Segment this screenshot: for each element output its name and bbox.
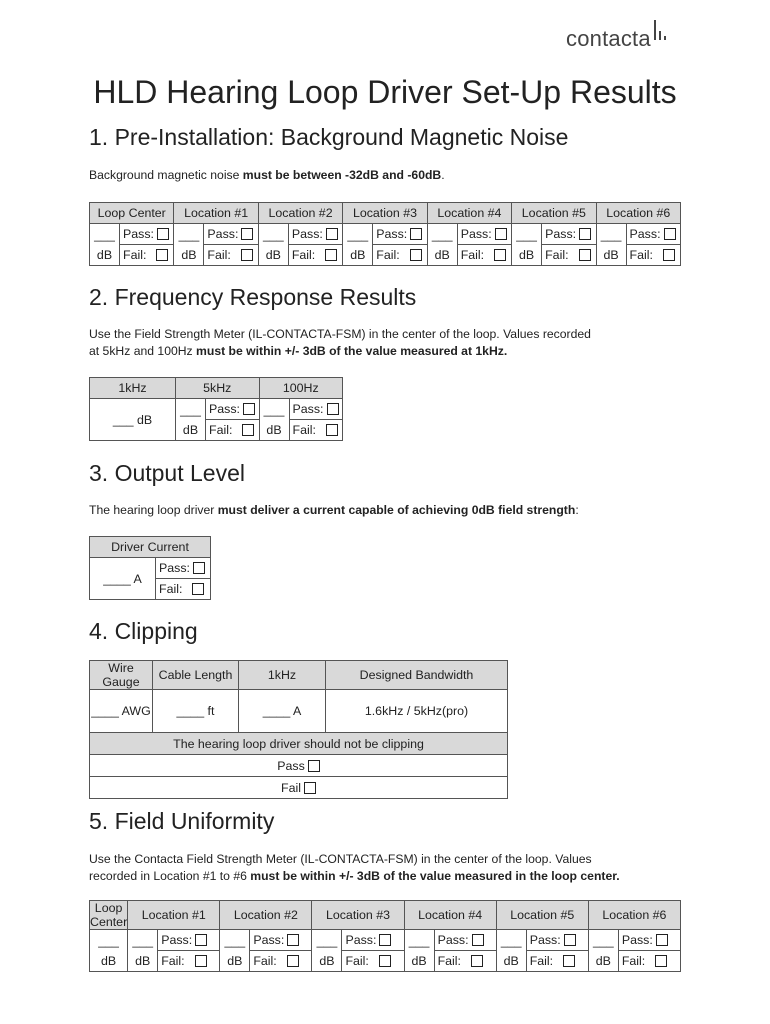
col-location-5: Location #5 (496, 901, 588, 930)
pass-label: Pass: (460, 227, 492, 241)
value-1khz[interactable]: ___ dB (90, 399, 176, 441)
fail-label: Fail: (159, 582, 183, 596)
pass-checkbox[interactable] (495, 228, 507, 240)
pass-cell-100hz (289, 399, 343, 420)
section-3-text (89, 502, 689, 519)
col-location-5: Location #5 (512, 203, 596, 224)
s5-text-bold: must be within +/- 3dB of the value measured in the loop center. (250, 869, 620, 883)
pass-checkbox[interactable] (664, 228, 676, 240)
blank-line: ___ (178, 227, 200, 242)
blank-line: ___ (600, 227, 622, 242)
db-unit: dB (595, 953, 611, 968)
fail-checkbox[interactable] (195, 955, 207, 967)
fail-cell-5khz (206, 420, 260, 441)
pass-label: Pass: (292, 402, 324, 416)
db-unit: dB (519, 247, 535, 262)
pass-cell-1 (204, 224, 258, 245)
blank-line: ___ (224, 933, 246, 948)
section-1-table (89, 202, 681, 266)
fail-checkbox[interactable] (563, 955, 575, 967)
contacta-logo (566, 26, 670, 52)
col-wire-gauge: Wire Gauge (90, 661, 153, 690)
fail-cell-1 (204, 245, 258, 266)
pass-checkbox[interactable] (472, 934, 484, 946)
pass-cell (156, 558, 211, 579)
s1-text-end: . (441, 168, 445, 182)
pass-label: Pass: (123, 227, 154, 241)
pass-label: Pass: (209, 402, 240, 416)
pass-checkbox[interactable] (241, 228, 253, 240)
pass-label: Pass: (291, 227, 323, 241)
pass-cell-6 (618, 930, 680, 951)
section-4-heading: 4. Clipping (89, 618, 198, 644)
blank-line: ___ (592, 933, 614, 948)
fail-label: Fail: (161, 954, 185, 968)
fail-cell-6 (618, 951, 680, 972)
s3-text-bold: must deliver a current capable of achieving 0dB field strength (217, 503, 576, 517)
pass-cell-4 (434, 930, 496, 951)
pass-label: Pass: (207, 227, 239, 241)
clipping-banner: The hearing loop driver should not be clipping (90, 733, 508, 755)
db-unit: dB (350, 247, 366, 262)
pass-cell-3 (373, 224, 427, 245)
s1-text-bold: must be between -32dB and -60dB (242, 168, 442, 182)
db-value-1[interactable] (128, 930, 158, 972)
col-100hz: 100Hz (259, 378, 343, 399)
fail-checkbox[interactable] (156, 249, 168, 261)
section-2-table (89, 377, 343, 441)
section-5-table (89, 900, 681, 972)
pass-checkbox[interactable] (193, 562, 205, 574)
fail-checkbox[interactable] (287, 955, 299, 967)
db-value-2[interactable] (258, 224, 288, 266)
fail-cell-4 (434, 951, 496, 972)
s3-text-plain: The hearing loop driver (89, 503, 218, 517)
db-value-4[interactable] (427, 224, 457, 266)
fail-cell-3 (373, 245, 427, 266)
fail-label: Fail: (376, 248, 400, 262)
db-unit: dB (101, 953, 117, 968)
col-designed-bandwidth: Designed Bandwidth (326, 661, 508, 690)
db-value-0[interactable] (90, 930, 128, 972)
logo-text: contacta (566, 26, 651, 51)
db-unit: dB (265, 247, 281, 262)
fail-checkbox[interactable] (242, 424, 254, 436)
fail-label: Fail: (291, 248, 316, 262)
blank-line: ___ (500, 933, 522, 948)
pass-checkbox[interactable] (287, 934, 299, 946)
pass-label: Pass: (376, 227, 408, 241)
fail-cell-5 (526, 951, 588, 972)
fail-cell-6 (626, 245, 680, 266)
section-4-table (89, 660, 508, 799)
pass-cell-2 (250, 930, 312, 951)
fail-label: Fail: (529, 954, 554, 968)
blank-line: ___ (408, 933, 430, 948)
col-location-3: Location #3 (312, 901, 404, 930)
value-designed-bandwidth: 1.6kHz / 5kHz(pro) (326, 690, 508, 733)
fail-cell-2 (288, 245, 342, 266)
fail-cell-0 (120, 245, 174, 266)
clipping-pass-row (90, 755, 508, 777)
fail-checkbox[interactable] (494, 249, 506, 261)
col-location-0: Loop Center (90, 203, 174, 224)
db-value-2[interactable] (220, 930, 250, 972)
blank-line: ___ (98, 933, 119, 948)
pass-checkbox[interactable] (243, 403, 255, 415)
fail-label: Fail: (629, 248, 653, 262)
pass-checkbox[interactable] (308, 760, 320, 772)
value-wire-gauge[interactable]: ____ AWG (90, 690, 153, 733)
s1-text-plain: Background magnetic noise (89, 168, 243, 182)
db-value-1[interactable] (174, 224, 204, 266)
pass-label: Pass: (529, 933, 561, 947)
db-value-6[interactable] (596, 224, 626, 266)
pass-label: Pass: (621, 933, 653, 947)
pass-checkbox[interactable] (379, 934, 391, 946)
col-location-2: Location #2 (220, 901, 312, 930)
pass-label: Pass: (159, 561, 190, 575)
fail-cell (156, 579, 211, 600)
col-driver-current: Driver Current (90, 537, 211, 558)
s3-text-end: : (575, 503, 579, 517)
pass-checkbox[interactable] (656, 934, 668, 946)
pass-label: Pass: (161, 933, 193, 947)
fail-checkbox[interactable] (579, 249, 591, 261)
fail-label: Fail: (292, 423, 316, 437)
col-location-0: Loop Center (90, 901, 128, 929)
fail-checkbox[interactable] (325, 249, 337, 261)
blank-line: ___ (316, 933, 338, 948)
clipping-fail-row (90, 777, 508, 799)
pass-label: Pass: (437, 933, 469, 947)
section-2-text (89, 326, 689, 360)
db-value-0[interactable] (90, 224, 120, 266)
pass-checkbox[interactable] (410, 228, 422, 240)
section-1-heading: 1. Pre-Installation: Background Magnetic Noise (89, 124, 569, 150)
db-unit: dB (181, 247, 197, 262)
db-unit: dB (266, 422, 282, 437)
db-unit: dB (319, 953, 335, 968)
pass-checkbox[interactable] (157, 228, 169, 240)
fail-checkbox[interactable] (379, 955, 391, 967)
pass-cell-5 (526, 930, 588, 951)
fail-cell-4 (457, 245, 511, 266)
pass-cell-5 (542, 224, 596, 245)
pass-cell-1 (158, 930, 220, 951)
section-5-heading: 5. Field Uniformity (89, 808, 275, 834)
section-3-table (89, 536, 211, 600)
pass-checkbox[interactable] (326, 228, 338, 240)
col-location-1: Location #1 (128, 901, 220, 930)
fail-checkbox[interactable] (410, 249, 422, 261)
section-3-heading: 3. Output Level (89, 460, 245, 486)
section-1-text (89, 167, 689, 184)
blank-line: ___ (263, 227, 284, 242)
db-unit: dB (227, 953, 243, 968)
fail-label: Fail: (345, 954, 369, 968)
col-location-1: Location #1 (174, 203, 258, 224)
col-location-6: Location #6 (596, 203, 680, 224)
fail-label: Fail: (207, 248, 231, 262)
col-location-6: Location #6 (588, 901, 680, 930)
pass-label: Pass: (253, 933, 285, 947)
page-title: HLD Hearing Loop Driver Set-Up Results (93, 74, 677, 110)
col-location-4: Location #4 (427, 203, 511, 224)
fail-checkbox[interactable] (663, 249, 675, 261)
fail-checkbox[interactable] (241, 249, 253, 261)
db-value-4[interactable] (404, 930, 434, 972)
fail-label: Fail: (545, 248, 569, 262)
col-1khz: 1kHz (239, 661, 326, 690)
pass-cell-4 (457, 224, 511, 245)
blank-line: ___ (180, 402, 201, 417)
blank-line: ___ (516, 227, 537, 242)
pass-cell-5khz (206, 399, 260, 420)
fail-cell-3 (342, 951, 404, 972)
value-driver-current[interactable]: ____ A (90, 558, 156, 600)
db-value-3[interactable] (312, 930, 342, 972)
value-current-1khz[interactable]: ____ A (239, 690, 326, 733)
fail-label: Fail: (460, 248, 485, 262)
db-value-3[interactable] (343, 224, 373, 266)
db-unit: dB (182, 422, 199, 437)
blank-line: ___ (132, 933, 154, 948)
pass-cell-3 (342, 930, 404, 951)
pass-cell-6 (626, 224, 680, 245)
pass-checkbox[interactable] (564, 934, 576, 946)
fail-cell-5 (542, 245, 596, 266)
fail-label: Fail (281, 780, 301, 795)
db-unit: dB (96, 247, 113, 262)
col-5khz: 5kHz (176, 378, 260, 399)
fail-label: Fail: (253, 954, 277, 968)
fail-cell-1 (158, 951, 220, 972)
logo-bars-icon (654, 20, 670, 40)
fail-checkbox[interactable] (655, 955, 667, 967)
s2-text-line1: Use the Field Strength Meter (IL-CONTACTA-FSM) in the center of the loop. Values recorded (89, 327, 591, 341)
pass-label: Pass: (345, 933, 377, 947)
fail-label: Fail: (123, 248, 147, 262)
value-5khz[interactable] (176, 399, 206, 441)
fail-label: Fail: (621, 954, 646, 968)
db-unit: dB (603, 247, 619, 262)
db-value-5[interactable] (512, 224, 542, 266)
pass-checkbox[interactable] (579, 228, 591, 240)
col-cable-length: Cable Length (153, 661, 239, 690)
pass-label: Pass (277, 758, 305, 773)
blank-line: ___ (94, 227, 115, 242)
db-value-5[interactable] (496, 930, 526, 972)
db-value-6[interactable] (588, 930, 618, 972)
value-cable-length[interactable]: ____ ft (153, 690, 239, 733)
s5-text-line2: recorded in Location #1 to #6 (89, 869, 251, 883)
db-unit: dB (503, 953, 519, 968)
db-unit: dB (411, 953, 427, 968)
pass-cell-2 (288, 224, 342, 245)
db-unit: dB (135, 953, 151, 968)
pass-checkbox[interactable] (327, 403, 339, 415)
fail-cell-100hz (289, 420, 343, 441)
pass-checkbox[interactable] (195, 934, 207, 946)
blank-line: ___ (347, 227, 369, 242)
col-location-3: Location #3 (343, 203, 427, 224)
pass-label: Pass: (629, 227, 661, 241)
section-2-heading: 2. Frequency Response Results (89, 284, 417, 310)
pass-label: Pass: (545, 227, 577, 241)
section-5-text (89, 851, 689, 885)
s2-text-line2: at 5kHz and 100Hz (89, 344, 197, 358)
blank-line: ___ (431, 227, 453, 242)
s5-text-line1: Use the Contacta Field Strength Meter (IL-CONTACTA-FSM) in the center of the loop. Values (89, 852, 592, 866)
col-1khz: 1kHz (90, 378, 176, 399)
col-location-4: Location #4 (404, 901, 496, 930)
s2-text-bold: must be within +/- 3dB of the value measured at 1kHz. (196, 344, 508, 358)
col-location-2: Location #2 (258, 203, 342, 224)
value-100hz[interactable] (259, 399, 289, 441)
pass-cell-0 (120, 224, 174, 245)
fail-checkbox[interactable] (192, 583, 204, 595)
blank-line: ___ (263, 402, 285, 417)
fail-checkbox[interactable] (471, 955, 483, 967)
fail-checkbox[interactable] (304, 782, 316, 794)
db-unit: dB (434, 247, 450, 262)
fail-label: Fail: (209, 423, 233, 437)
fail-checkbox[interactable] (326, 424, 338, 436)
fail-cell-2 (250, 951, 312, 972)
fail-label: Fail: (437, 954, 461, 968)
